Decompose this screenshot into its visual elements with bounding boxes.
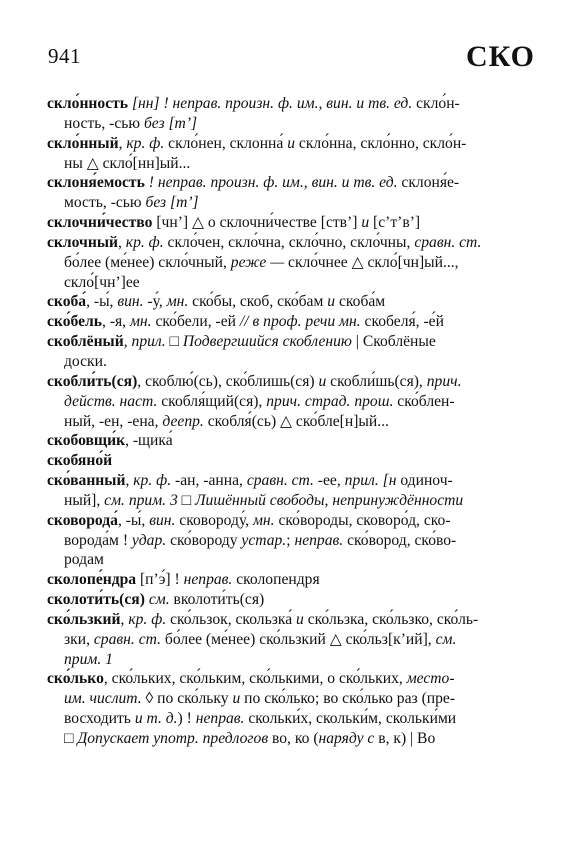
grammar-label: Подвергшийся скоблению [182, 333, 352, 351]
grammar-label: сравн. ст. [93, 630, 161, 648]
entry-text: во, ко ( [268, 730, 319, 747]
entry-text: [чнʼ] △ о склочни́честве [ствʼ] [152, 214, 362, 232]
entry-line [47, 590, 537, 610]
grammar-label: неправ. [195, 710, 245, 728]
entry-text: ворода́м ! [64, 531, 132, 549]
grammar-label: и [327, 293, 336, 311]
entry-text: скоба́м [335, 293, 386, 311]
entry-text: , [120, 610, 129, 628]
entry-line [47, 94, 537, 114]
grammar-label: мн. [129, 313, 152, 331]
entry-text: , [125, 472, 134, 490]
entry-continuation-line [47, 689, 537, 709]
headword: склоня́емость [47, 174, 145, 192]
grammar-label: сравн. ст. [414, 233, 482, 251]
entry-text: склоня́е- [397, 174, 460, 192]
dictionary-symbol: □ [165, 333, 183, 351]
entry-line [47, 332, 537, 352]
grammar-label: реже — [230, 253, 285, 271]
entry-continuation-line [47, 193, 537, 213]
headword: скоба́ [47, 293, 87, 311]
grammar-label: деепр. [162, 412, 204, 430]
grammar-label: прим. 1 [64, 650, 113, 668]
entry-text: бо́лее (ме́нее) скло́чный, [64, 253, 231, 271]
page-number: 941 [48, 44, 81, 68]
entry-line [47, 570, 537, 590]
entry-text: [пʼэ́] ! [136, 571, 184, 589]
dictionary-symbol: □ [64, 730, 78, 747]
entry-text: ско́льзка, ско́льзко, ско́ль- [303, 610, 479, 628]
entry-text: , [123, 333, 132, 351]
entry-text: , -ы́, [117, 511, 150, 529]
entry-line [47, 471, 537, 491]
grammar-label: и [232, 690, 241, 708]
headword: сколоти́ть(ся) [47, 591, 145, 609]
page-header [48, 40, 535, 74]
grammar-label: прич. [426, 372, 462, 390]
grammar-label: прил. [н [344, 472, 397, 490]
entry-continuation-line [47, 154, 537, 174]
grammar-label: удар. [131, 531, 167, 549]
entry-continuation-line [47, 392, 537, 412]
entry-line [47, 134, 537, 154]
entry-continuation-line [47, 729, 537, 749]
entry-text: ско́вороды, сковоро́д, ско- [274, 511, 451, 529]
entry-text: сковороду́, [175, 511, 253, 529]
entry-text: бо́лее (ме́нее) ско́льзкий △ ско́льз[кʼий], [160, 630, 436, 648]
entry-text: скобли́шь(ся), [326, 372, 427, 390]
grammar-label: место- [406, 670, 455, 688]
entry-text: ность, -сью [64, 114, 144, 132]
headword: скобли́ть(ся) [47, 372, 138, 390]
grammar-label: наряду с [318, 730, 375, 747]
entry-text: скло́[чнʼ]ее [64, 273, 140, 291]
entry-text: -у́, [143, 293, 167, 311]
entry-text: ско́бы, скоб, ско́бам [188, 293, 328, 311]
entry-line [47, 610, 537, 630]
entry-text: ско́блен- [393, 392, 455, 410]
grammar-label: кр. ф. [128, 610, 167, 628]
grammar-label: без [тʼ] [145, 194, 199, 212]
entry-text: скло́нен, склонна́ [164, 134, 288, 152]
dictionary-symbol: □ [177, 491, 195, 509]
entry-continuation-line [47, 273, 537, 293]
entry-text: скло́н- [412, 95, 460, 112]
grammar-label: // в проф. речи мн. [239, 313, 361, 331]
entry-text: скобеля́, -е́й [360, 313, 444, 331]
entry-line [47, 511, 537, 531]
grammar-label: вин. [117, 293, 144, 311]
entry-line [47, 292, 537, 312]
entry-text: ◊ по ско́льку [141, 690, 233, 708]
entry-text: вколоти́ть(ся) [169, 591, 265, 609]
entry-text: сколопендря [232, 571, 320, 589]
grammar-label: см. [144, 591, 170, 609]
entry-continuation-line [47, 709, 537, 729]
entry-continuation-line [47, 114, 537, 134]
entry-text: ско́вороду [166, 531, 242, 549]
grammar-label: Лишённый свободы, непринуждённости [195, 491, 464, 509]
entry-text: | Скоблёные [351, 333, 436, 351]
entry-line [47, 669, 537, 689]
entry-text: скло́чен, скло́чна, скло́чно, скло́чны, [163, 233, 415, 251]
entry-continuation-line [47, 550, 537, 570]
headword: скобяно́й [47, 452, 113, 470]
grammar-label: и [287, 134, 296, 152]
entry-text: [сʼтʼвʼ] [369, 214, 421, 232]
entry-text: ско́льзок, скользка́ [166, 610, 297, 628]
entry-continuation-line [47, 531, 537, 551]
entry-text: восходить [64, 710, 135, 728]
grammar-label: вин. [149, 511, 176, 529]
entry-text: в, к) | Во [374, 730, 436, 747]
entry-continuation-line [47, 650, 537, 670]
entry-line [47, 312, 537, 332]
entry-text: , [118, 134, 127, 152]
grammar-label: см. прим. 3 [104, 491, 178, 509]
entry-text: ны △ скло́[нн]ый... [64, 154, 191, 172]
grammar-label: кр. ф. [126, 134, 165, 152]
entry-text: скло́чнее △ скло́[чн]ый..., [284, 253, 459, 271]
entry-line [47, 233, 537, 253]
headword: ско́бель [47, 313, 103, 331]
headword: скоблёный [47, 333, 124, 351]
entry-text: -ан, -анна, [171, 472, 247, 490]
grammar-label: и [296, 610, 304, 628]
entry-text: ) ! [177, 710, 196, 728]
entry-line [47, 173, 537, 193]
grammar-label: и т. д. [134, 710, 178, 728]
entry-text: , скоблю́(сь), ско́блишь(ся) [137, 372, 319, 390]
entry-line [47, 431, 537, 451]
headword: скло́нный [47, 134, 119, 152]
entry-line [47, 372, 537, 392]
grammar-label: и [318, 372, 327, 390]
headword: ско́лько [47, 670, 104, 688]
entry-continuation-line [47, 412, 537, 432]
entry-text: скобля́щий(ся), [157, 392, 267, 410]
entry-text: ный], [64, 491, 105, 509]
entry-text: ско́вород, ско́во- [343, 531, 457, 549]
grammar-label: мн. [166, 293, 189, 311]
headword: ско́ванный [47, 472, 126, 490]
grammar-label: устар. [241, 531, 287, 549]
grammar-label: [нн] ! неправ. произн. ф. им., вин. и тв. ед. [128, 95, 413, 112]
grammar-label: прич. страд. прош. [266, 392, 394, 410]
entry-text: , [118, 233, 126, 251]
grammar-label: ! неправ. произн. ф. им., вин. и тв. ед. [144, 174, 398, 192]
grammar-label: Допускает употр. предлогов [77, 730, 269, 747]
entry-text: одиноч- [396, 472, 453, 490]
grammar-label: им. числит. [64, 690, 142, 708]
entry-text: ный, -ен, -ена, [64, 412, 163, 430]
entry-continuation-line [47, 253, 537, 273]
entry-text: ско́бели, -ей [151, 313, 240, 331]
entry-line [47, 451, 537, 471]
headword: склочный [47, 233, 118, 251]
headword: сколопе́ндра [47, 571, 137, 589]
entry-text: скло́нна, скло́нно, скло́н- [295, 134, 467, 152]
grammar-label: кр. ф. [125, 233, 164, 251]
grammar-label: неправ. [294, 531, 344, 549]
headword: склочни́чество [47, 214, 153, 232]
headword: скло́нность [47, 95, 129, 112]
grammar-label: сравн. ст. [246, 472, 314, 490]
entry-text: -ее, [313, 472, 345, 490]
running-head: СКО [465, 40, 535, 73]
headword: сковорода́ [47, 511, 118, 529]
grammar-label: прил. [131, 333, 166, 351]
entry-text: , -я, [102, 313, 130, 331]
entry-text: доски. [64, 352, 107, 370]
entry-text: по ско́лько; во ско́лько раз (пре- [240, 690, 456, 708]
entry-continuation-line [47, 352, 537, 372]
entry-text: , ско́льких, ско́льким, ско́лькими, о ско́льких, [103, 670, 407, 688]
entry-text: зки, [64, 630, 94, 648]
grammar-label: мн. [252, 511, 275, 529]
grammar-label: см. [435, 630, 457, 648]
headword: скобовщи́к [47, 432, 126, 450]
entry-text: мость, -сью [64, 194, 146, 212]
entry-line [47, 213, 537, 233]
grammar-label: без [тʼ] [143, 114, 198, 132]
grammar-label: и [361, 214, 370, 232]
headword: ско́льзкий [47, 610, 121, 628]
entry-text: родам [64, 551, 104, 569]
entry-text: скольки́х, скольки́м, скольки́ми [244, 710, 457, 728]
entry-continuation-line [47, 491, 537, 511]
entry-text: , -ы́, [86, 293, 118, 311]
entry-text: скобля́(сь) △ ско́бле[н]ый... [203, 412, 389, 430]
entry-continuation-line [47, 630, 537, 650]
entry-text: ; [286, 531, 295, 549]
entry-text: , -щика́ [125, 432, 173, 450]
dictionary-entries [47, 94, 537, 749]
grammar-label: неправ. [183, 571, 233, 589]
grammar-label: действ. наст. [64, 392, 158, 410]
grammar-label: кр. ф. [133, 472, 172, 490]
